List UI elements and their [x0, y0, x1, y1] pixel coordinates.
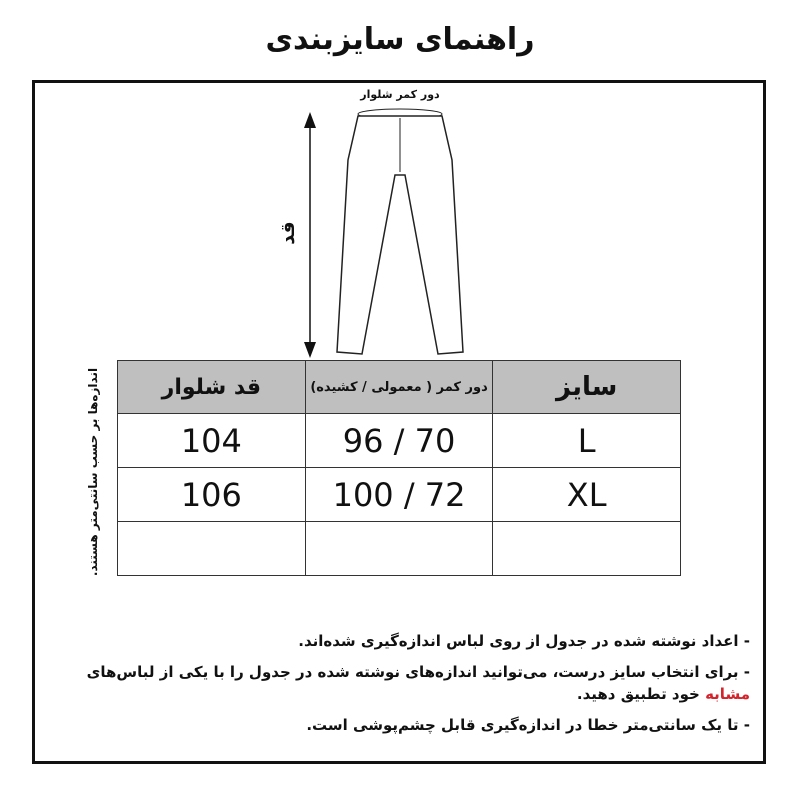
note-text: - برای انتخاب سایز درست، می‌توانید اندازه‌های نوشته شده در جدول را با یکی از لباس‌های	[86, 663, 750, 681]
table-row	[118, 468, 681, 522]
header-waist: دور کمر ( معمولی / کشیده)	[305, 361, 493, 414]
waist-label: دور کمر شلوار	[360, 88, 440, 101]
note-item: - اعداد نوشته شده در جدول از روی لباس اندازه‌گیری شده‌اند.	[298, 632, 750, 650]
note-item	[60, 661, 750, 705]
height-label: قد	[277, 221, 299, 245]
table-header-row	[118, 361, 681, 414]
note-item: - تا یک سانتی‌متر خطا در اندازه‌گیری قابل چشم‌پوشی است.	[306, 716, 750, 734]
header-length: قد شلوار	[118, 361, 306, 414]
units-note: اندازه‌ها بر حسب سانتی‌متر هستند.	[86, 367, 100, 577]
cell-length: 106	[118, 468, 306, 522]
cell-size	[493, 522, 681, 576]
cell-length: 104	[118, 414, 306, 468]
page-title: راهنمای سایزبندی	[265, 22, 535, 57]
cell-waist: 100 / 72	[305, 468, 493, 522]
double-arrow-icon	[304, 112, 316, 358]
cell-length	[118, 522, 306, 576]
header-size: سایز	[493, 361, 681, 414]
cell-size: XL	[493, 468, 681, 522]
table-row	[118, 522, 681, 576]
cell-size: L	[493, 414, 681, 468]
cell-waist	[305, 522, 493, 576]
table-row	[118, 414, 681, 468]
notes-list	[60, 630, 750, 745]
note-tail: خود تطبیق دهید.	[576, 685, 706, 703]
note-highlight: مشابه	[705, 685, 750, 703]
size-table	[117, 360, 681, 576]
cell-waist: 96 / 70	[305, 414, 493, 468]
